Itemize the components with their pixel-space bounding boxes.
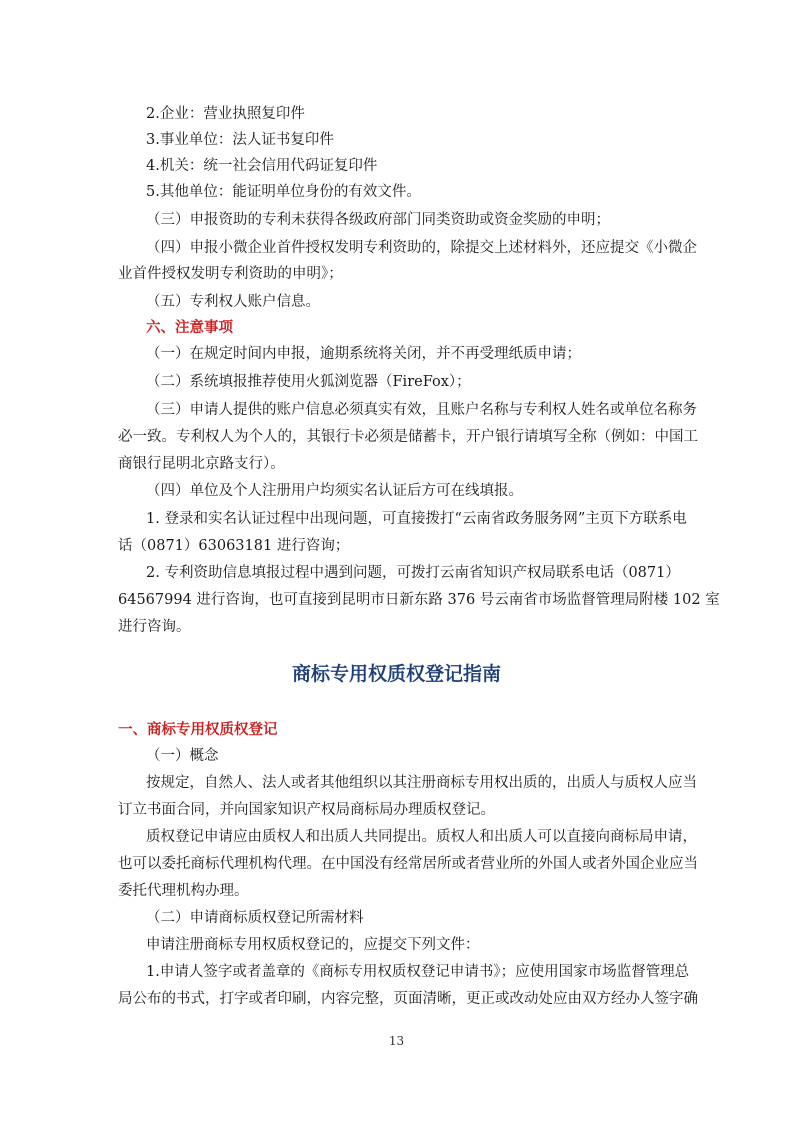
section-heading: 一、商标专用权质权登记 bbox=[118, 721, 278, 738]
text-line: 4.机关：统一社会信用代码证复印件 bbox=[146, 158, 378, 174]
text-line: 话（0871）63063181 进行咨询； bbox=[118, 538, 350, 554]
section-heading: 六、注意事项 bbox=[146, 319, 233, 336]
text-line: （四）申报小微企业首件授权发明专利资助的，除提交上述材料外，还应提交《小微企 bbox=[146, 240, 697, 256]
text-line: 进行咨询。 bbox=[118, 619, 191, 635]
text-line: 3.事业单位：法人证书复印件 bbox=[146, 132, 334, 148]
text-line: （三）申请人提供的账户信息必须真实有效，且账户名称与专利权人姓名或单位名称务 bbox=[146, 402, 697, 418]
text-line: （二）系统填报推荐使用火狐浏览器（FireFox）； bbox=[146, 374, 471, 390]
text-line: 必一致。专利权人为个人的，其银行卡必须是储蓄卡，开户银行请填写全称（例如：中国工 bbox=[118, 429, 698, 445]
text-line: 64567994 进行咨询，也可直接到昆明市日新东路 376 号云南省市场监督管理局附楼 102 室 bbox=[118, 592, 720, 608]
text-line: 按规定，自然人、法人或者其他组织以其注册商标专用权出质的，出质人与质权人应当 bbox=[146, 775, 697, 791]
text-line: 质权登记申请应由质权人和出质人共同提出。质权人和出质人可以直接向商标局申请， bbox=[146, 829, 697, 845]
text-line: 业首件授权发明专利资助的申明》； bbox=[118, 266, 343, 282]
text-line: 申请注册商标专用权质权登记的，应提交下列文件： bbox=[146, 937, 480, 953]
text-line: 委托代理机构办理。 bbox=[118, 883, 249, 899]
text-line: 局公布的书式，打字或者印刷，内容完整，页面清晰，更正或改动处应由双方经办人签字确 bbox=[118, 991, 698, 1007]
subheading: （二）申请商标质权登记所需材料 bbox=[146, 910, 364, 926]
text-line: 5.其他单位：能证明单位身份的有效文件。 bbox=[146, 184, 421, 200]
text-line: （一）在规定时间内申报，逾期系统将关闭，并不再受理纸质申请； bbox=[146, 346, 581, 362]
text-line: 1. 登录和实名认证过程中出现问题，可直接拨打“云南省政务服务网”主页下方联系电 bbox=[146, 511, 687, 527]
text-line: （四）单位及个人注册用户均须实名认证后方可在线填报。 bbox=[146, 483, 523, 499]
text-line: （三）申报资助的专利未获得各级政府部门同类资助或资金奖励的申明； bbox=[146, 212, 610, 228]
text-line: 1.申请人签字或者盖章的《商标专用权质权登记申请书》；应使用国家市场监督管理总 bbox=[146, 964, 690, 980]
text-line: 2. 专利资助信息填报过程中遇到问题，可拨打云南省知识产权局联系电话（0871） bbox=[146, 565, 680, 581]
text-line: 2.企业：营业执照复印件 bbox=[146, 106, 305, 122]
text-line: 也可以委托商标代理机构代理。在中国没有经常居所或者营业所的外国人或者外国企业应当 bbox=[118, 856, 698, 872]
text-line: （五）专利权人账户信息。 bbox=[146, 294, 320, 310]
text-line: 商银行昆明北京路支行）。 bbox=[118, 456, 285, 472]
subheading: （一）概念 bbox=[146, 748, 219, 764]
page-number: 13 bbox=[388, 1034, 405, 1048]
section-title: 商标专用权质权登记指南 bbox=[291, 663, 501, 685]
text-line: 订立书面合同，并向国家知识产权局商标局办理质权登记。 bbox=[118, 802, 495, 818]
